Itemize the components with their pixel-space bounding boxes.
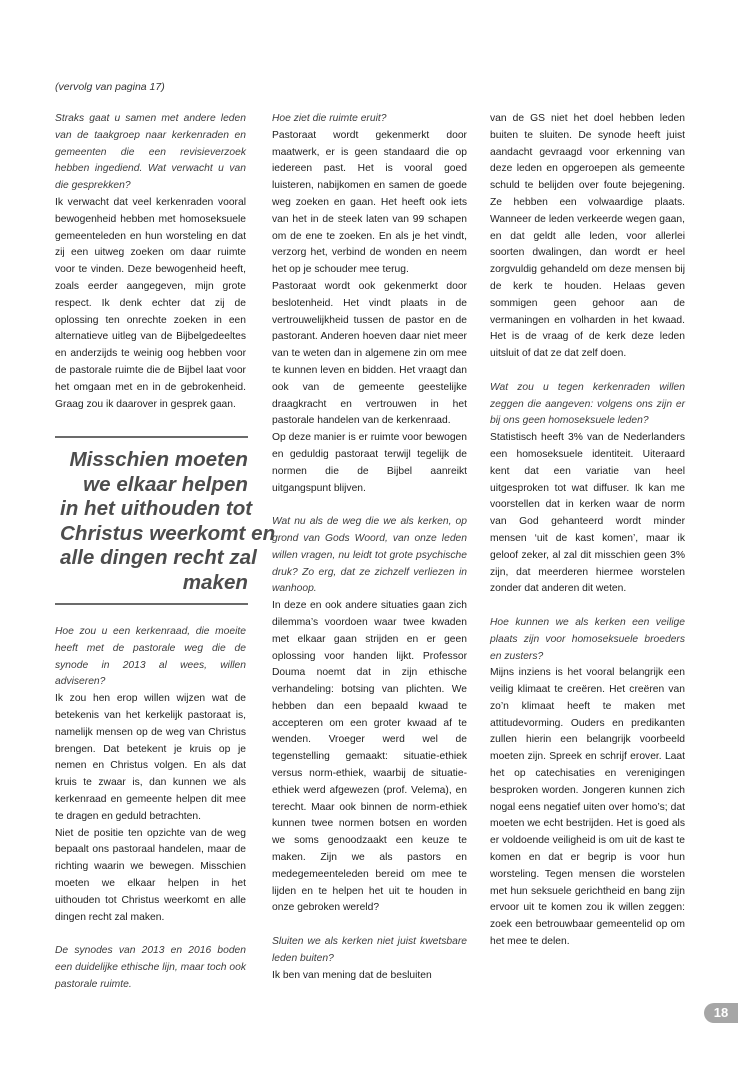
interview-answer: van de GS niet het doel hebben leden buiten te sluiten. De synode heeft juist aandacht gevraagd voor erkenning van deze leden en opgeroepen als gemeente schuld te belijden over foute bejegening. Ze hebben een volwaardige plaats. Wanneer de leden verkeerde wegen gaan, en dat geldt alle leden, voor allerlei soorten dwalingen, dan wordt er heel zorgvuldig gehandeld om deze mensen bij de kerk te houden. Helaas geven sommigen geen gehoor aan de vermaningen en volharden in het kwaad. Het is de vraag of de kerk deze leden uitsluit of dat ze dat zelf doen. [490,113,685,360]
column-1-top [55,111,246,413]
pull-quote-rule-top [55,436,248,438]
pull-quote-line: in het uithouden tot [60,497,253,521]
interview-question: Wat nu als de weg die we als kerken, op grond van Gods Woord, van onze leden willen vragen, nu leidt tot grote psychische druk? Zo erg, dat ze zichzelf verliezen in wanhoop. [272,516,467,595]
pull-quote [60,448,276,596]
interview-question: Straks gaat u samen met andere leden van de taakgroep naar kerkenraden en gemeenten die een revisieverzoek hebben ingediend. Wat verwacht u van die gesprekken? [55,113,246,192]
interview-answer: Statistisch heeft 3% van de Nederlanders een homoseksuele identiteit. Uiteraard kent dat een variatie van heel uitgesproken tot wat diffuser. Ik kan me voorstellen dat in kerken waar de norm van God gehanteerd wordt minder mensen ‘uit de kast komen’, maar ik geloof zeker, al zal dit misschien geen 3% zijn, dat meerderen hiermee worstelen zonder dat anderen dit weten. [490,432,685,595]
pull-quote-line: Misschien moeten [69,448,248,471]
interview-answer: Mijns inziens is het vooral belangrijk een veilig klimaat te creëren. Het creëren van zo’n klimaat heeft te maken met attitudevorming. Ouders en predikanten zullen hierin een belangrijk voorbeeld moeten zijn. Spreek en schrijf erover. Laat het op catechisaties en verenigingen besproken worden. Jongeren kunnen zich nogal eens negatief uiten over homo’s; dat moeten we echt bestrijden. Het is goed als er voldoende veiligheid is om uit de kast te komen en dat er begrip is voor hun worsteling. Tegen mensen die worstelen met hun seksuele gerichtheid en bang zijn ervoor uit te komen zou ik willen zeggen: zoek een betrouwbaar gemeentelid op om het mee te delen. [490,667,685,948]
pull-quote-line: Christus weerkomt en [60,521,276,545]
interview-question: Hoe ziet die ruimte eruit? [272,113,387,124]
interview-answer: Ik zou hen erop willen wijzen wat de betekenis van het kerkelijk pastoraat is, namelijk mensen op de weg van Christus brengen. Dat betekent je kruis op je nemen en Christus volgen. En als dat kruis te zwaar is, dan kunnen we als kerkenraad en gemeente helpen dit mee te dragen en geduld betrachten. [55,693,246,822]
interview-answer: In deze en ook andere situaties gaan zich dilemma’s voordoen waar twee kwaden met elkaar gaan strijden en er geen oplossing voor handen lijkt. Professor Douma noemt dat in zijn ethische verhandeling: botsing van plichten. We hebben dan een bepaald kwaad te accepteren om een groter kwaad af te wenden. Vroeger werd wel de tegenstelling gemaakt: situatie-ethiek versus norm-ethiek, waarbij de situatie-ethiek werd afgewezen (prof. Velema), en terecht. Maar ook binnen de norm-ethiek kunnen twee normen botsen en worden we soms genoodzaakt een keuze te maken. Zijn we als pastors en medegemeenteleden bereid om mee te lijden en te helpen het uit te houden in onze gebroken wereld? [272,600,467,914]
interview-question: De synodes van 2013 en 2016 boden een duidelijke ethische lijn, maar toch ook pastorale ruimte. [55,945,246,990]
page-number-badge: 18 [704,1003,738,1023]
continued-from-note: (vervolg van pagina 17) [55,81,165,93]
interview-question: Sluiten we als kerken niet juist kwetsbare leden buiten? [272,936,467,964]
column-3 [490,111,685,951]
pull-quote-line: we elkaar helpen [83,472,248,496]
pull-quote-rule-bottom [55,603,248,605]
interview-answer: Pastoraat wordt gekenmerkt door maatwerk, er is geen standaard die op iedereen past. Het is vooral goed luisteren, nabijkomen en samen de goede weg zoeken en gaan. Het heeft ook iets van het in de steek laten van 99 schapen om de ene te zoeken. En als je het vindt, verzorg het, verbind de wonden en neem het op je schouder mee terug. [272,129,467,276]
pull-quote-line: maken [182,570,248,594]
interview-answer: Ik verwacht dat veel kerkenraden vooral bewogenheid hebben met homoseksuele gemeenteleden en hun worsteling en dat zij een uitweg zoeken om daar ruimte voor te vinden. Deze bewogenheid heeft, zoals eerder aangegeven, mijn grote respect. Ik denk echter dat zij de oplossing ten onrechte zoeken in een alternatieve uitleg van de Bijbelgedeeltes en anderzijds te weinig oog hebben voor de pastorale ruimte die de Bijbel laat voor het omgaan met en in de gebrokenheid. Graag zou ik daarover in gesprek gaan. [55,196,246,410]
interview-answer: Pastoraat wordt ook gekenmerkt door beslotenheid. Het vindt plaats in de vertrouwelijkheid tussen de pastor en de pastorant. Anderen hoeven daar niet meer van te weten dan in algemene zin om mee te kunnen leven en bidden. Het vraagt dan ook van de gemeente geestelijke draagkracht en vertrouwen in het pastorale handelen van de kerkenraad. [272,280,467,427]
pull-quote-line: alle dingen recht zal [60,546,257,570]
interview-question: Wat zou u tegen kerkenraden willen zeggen die aangeven: volgens ons zijn er bij ons geen homoseksuele leden? [490,381,685,427]
interview-answer: Niet de positie ten opzichte van de weg bepaalt ons pastoraal handelen, maar de richting waarin we bewegen. Misschien moeten we elkaar helpen in het uithouden tot Christus weerkomt en alle dingen recht zal maken. [55,827,246,923]
column-2 [272,111,467,984]
interview-answer: Ik ben van mening dat de besluiten [272,969,432,981]
column-1-bottom [55,624,246,994]
interview-answer: Op deze manier is er ruimte voor bewogen en geduldig pastoraat terwijl tegelijk de normen die de Bijbel aanreikt uitgangspunt blijven. [272,432,467,494]
interview-question: Hoe zou u een kerkenraad, die moeite heeft met de pastorale weg die de synode in 2013 al wees, willen adviseren? [55,626,246,688]
interview-question: Hoe kunnen we als kerken een veilige plaats zijn voor homoseksuele broeders en zusters? [490,616,685,662]
